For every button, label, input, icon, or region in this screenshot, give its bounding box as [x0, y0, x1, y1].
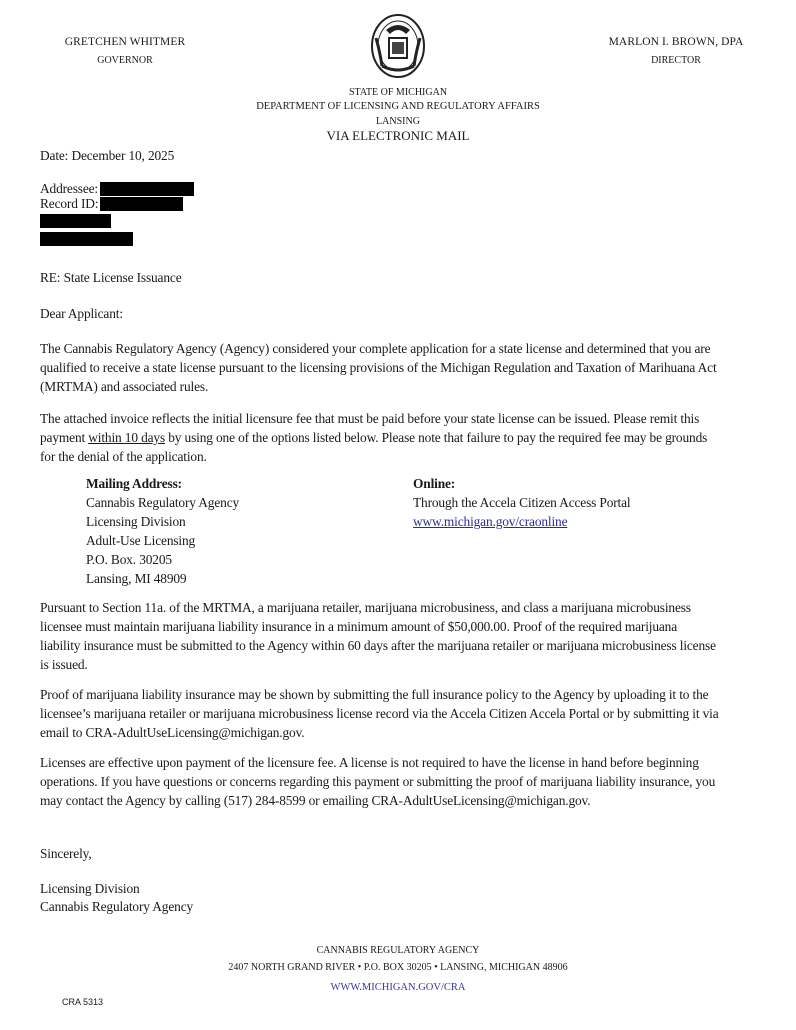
signer-division: Licensing Division: [40, 881, 140, 896]
online-portal-text: Through the Accela Citizen Access Portal: [413, 495, 631, 510]
paragraph-payment: [40, 409, 720, 466]
paragraph-insurance-requirement: Pursuant to Section 11a. of the MRTMA, a marijuana retailer, marijuana microbusiness, and class a marijuana microbusiness licensee must maintain marijuana liability insurance in a minimum amount of $50,000.00. Proof of the required marijuana liability insurance must be submitted to the Agency within 60 days after the marijuana retailer or marijuana microbusiness license is issued.: [40, 600, 716, 672]
redacted-address-line-2: [40, 232, 133, 246]
redacted-address-line-1: [40, 214, 111, 228]
paragraph-license-effective: Licenses are effective upon payment of the licensure fee. A license is not required to have the license in hand before beginning operations. If you have questions or concerns regarding this payment or submitting the proof of marijuana liability insurance, you may contact the Agency by calling (517) 284-8599 or emailing CRA-AdultUseLicensing@michigan.gov.: [40, 755, 716, 808]
online-payment-block: [413, 474, 630, 531]
form-number: CRA 5313: [62, 997, 104, 1007]
letter-date: Date: December 10, 2025: [40, 148, 175, 163]
mailing-address-line: Licensing Division: [86, 514, 186, 529]
footer-agency: CANNABIS REGULATORY AGENCY: [316, 945, 480, 956]
paragraph-qualification: The Cannabis Regulatory Agency (Agency) considered your complete application for a state license and determined that you are qualified to receive a state license pursuant to the licensing provisions of the Michigan Regulation and Taxation of Marihuana Act (MRTMA) and associated rules.: [40, 341, 717, 394]
salutation: Dear Applicant:: [40, 306, 123, 321]
footer-website-link[interactable]: WWW.MICHIGAN.GOV/CRA: [330, 982, 466, 993]
valediction: Sincerely,: [40, 846, 92, 861]
payment-text-end: by using one of the options listed below. Please note that failure to pay the required fee may be grounds for the denial of the application.: [40, 430, 708, 464]
director-name: MARLON I. BROWN, DPA: [608, 36, 744, 48]
mailing-address-block: [86, 474, 239, 588]
governor-name: GRETCHEN WHITMER: [64, 36, 186, 48]
online-heading: Online:: [413, 476, 456, 491]
mailing-address-heading: Mailing Address:: [86, 476, 182, 491]
delivery-method: VIA ELECTRONIC MAIL: [326, 128, 470, 143]
governor-title: GOVERNOR: [97, 55, 153, 66]
redacted-record-id: [100, 197, 183, 211]
mailing-address-line: Lansing, MI 48909: [86, 571, 187, 586]
addressee-label: Addressee:: [40, 181, 98, 196]
mailing-address-line: P.O. Box. 30205: [86, 552, 172, 567]
mailing-address-line: Cannabis Regulatory Agency: [86, 495, 240, 510]
payment-deadline: within 10 days: [88, 430, 166, 445]
michigan-seal-icon: [368, 12, 428, 80]
director-title: DIRECTOR: [651, 55, 701, 66]
paragraph-insurance-proof: Proof of marijuana liability insurance may be shown by submitting the full insurance policy to the Agency by uploading it to the licensee’s marijuana retailer or marijuana microbusiness license record via the Accela Citizen Accela Portal or by submitting it via email to CRA-AdultUseLicensing@michigan.gov.: [40, 687, 719, 740]
state-name: STATE OF MICHIGAN: [348, 87, 448, 98]
signer-agency: Cannabis Regulatory Agency: [40, 899, 194, 914]
department-name: DEPARTMENT OF LICENSING AND REGULATORY AFFAIRS: [256, 101, 540, 112]
record-id-label: Record ID:: [40, 196, 99, 211]
city-name: LANSING: [376, 116, 420, 127]
mailing-address-line: Adult-Use Licensing: [86, 533, 196, 548]
redacted-addressee: [100, 182, 194, 196]
payment-text-start: The attached invoice reflects the initial licensure fee that must be paid before your state license can be issued. Please remit this payment: [40, 411, 700, 445]
re-line: RE: State License Issuance: [40, 270, 182, 285]
craonline-link[interactable]: www.michigan.gov/craonline: [413, 514, 568, 529]
footer-address: 2407 NORTH GRAND RIVER • P.O. BOX 30205 • LANSING, MICHIGAN 48906: [228, 962, 568, 973]
